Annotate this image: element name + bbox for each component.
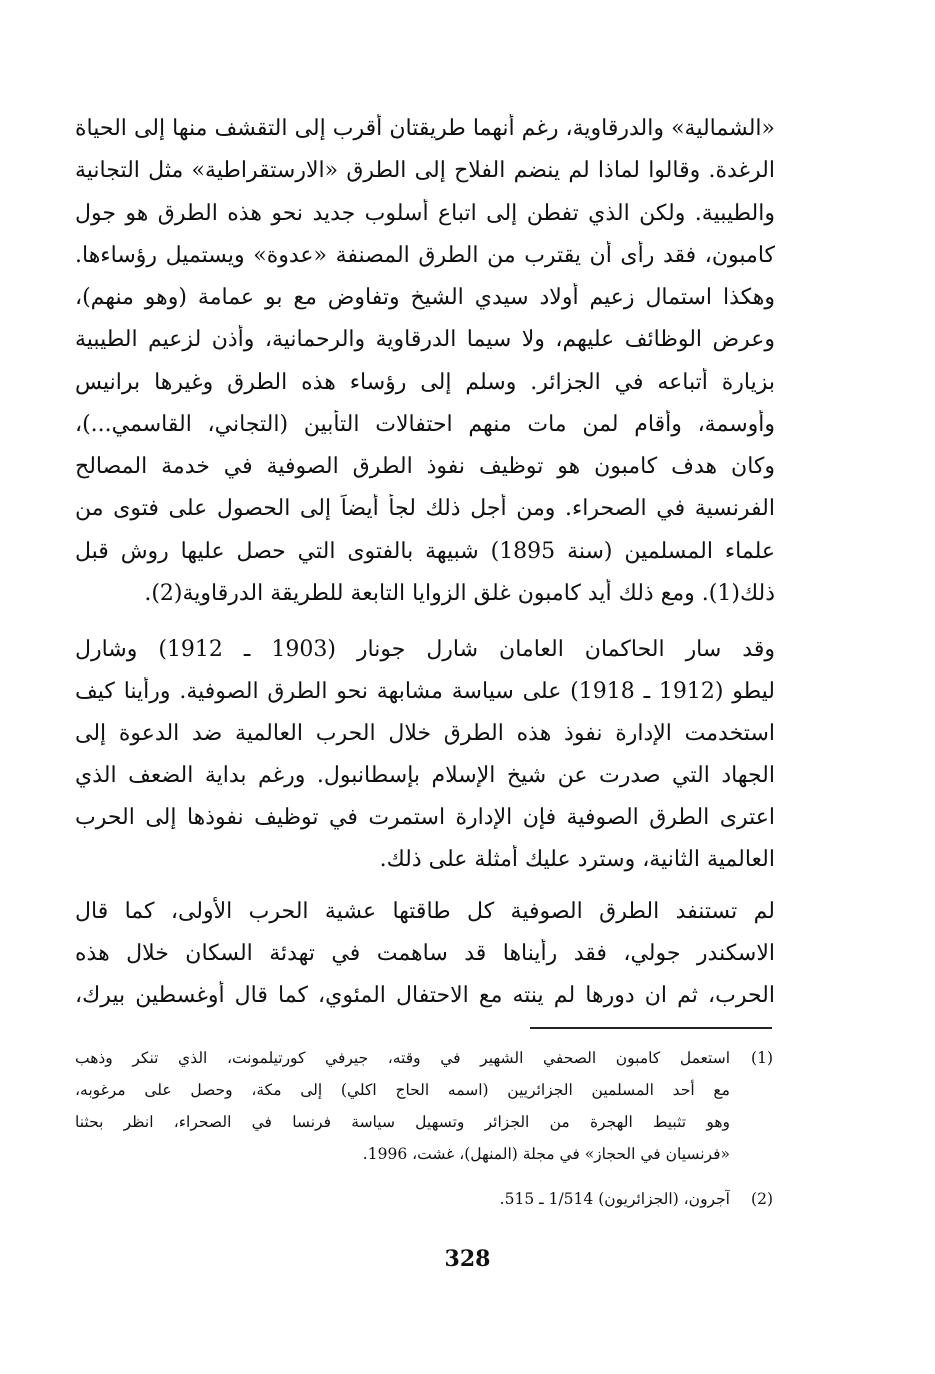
footnote-line: مع أحد المسلمين الجزائريين (اسمه الحاج اكلي) إلى مكة، وحصل على مرغوبه، [75, 1081, 730, 1099]
page-number: 328 [444, 1246, 491, 1272]
body-line: كامبون، فقد رأى أن يقترب من الطرق المصنفة «عدوة» ويستميل رؤساءها. [75, 243, 775, 268]
body-line: اعترى الطرق الصوفية فإن الإدارة استمرت في توظيف نفوذها إلى الحرب [75, 805, 775, 830]
body-line: وهكذا استمال زعيم أولاد سيدي الشيخ وتفاوض مع بو عمامة (وهو منهم)، [75, 285, 775, 310]
body-line: «الشمالية» والدرقاوية، رغم أنهما طريقتان أقرب إلى التقشف منها إلى الحياة [75, 116, 775, 141]
body-line: وعرض الوظائف عليهم، ولا سيما الدرقاوية والرحمانية، وأذن لزعيم الطيبية [75, 327, 775, 352]
footnote-line: وهو تثبيط الهجرة من الجزائر وتسهيل سياسة فرنسا في الصحراء، انظر بحثنا [75, 1113, 730, 1131]
body-line: الفرنسية في الصحراء. ومن أجل ذلك لجأ أيضاً إلى الحصول على فتوى من [75, 496, 775, 521]
footnote-separator [530, 1027, 772, 1029]
footnote-line: آجرون، (الجزائريون) 1/514 ـ 515. [499, 1190, 730, 1208]
body-line: الحرب، ثم ان دورها لم ينته مع الاحتفال المئوي، كما قال أوغسطين بيرك، [75, 983, 775, 1008]
body-line: وكان هدف كامبون هو توظيف نفوذ الطرق الصوفية في خدمة المصالح [75, 454, 775, 479]
footnote-number: (1) [751, 1049, 773, 1067]
body-line: الجهاد التي صدرت عن شيخ الإسلام بإسطانبول. ورغم بداية الضعف الذي [75, 763, 775, 788]
body-line: والطيبية. ولكن الذي تفطن إلى اتباع أسلوب جديد نحو هذه الطرق هو جول [75, 201, 775, 226]
footnote-number: (2) [751, 1190, 773, 1208]
body-line: وقد سار الحاكمان العامان شارل جونار (1903 ـ 1912) وشارل [75, 637, 775, 662]
body-line: الرغدة. وقالوا لماذا لم ينضم الفلاح إلى الطرق «الارستقراطية» مثل التجانية [75, 158, 775, 183]
body-line: الاسكندر جولي، فقد رأيناها قد ساهمت في تهدئة السكان خلال هذه [75, 941, 775, 966]
body-line: ذلك(1). ومع ذلك أيد كامبون غلق الزوايا التابعة للطريقة الدرقاوية(2). [144, 581, 775, 606]
body-line: بزيارة أتباعه في الجزائر. وسلم إلى رؤساء هذه الطرق وغيرها برانيس [75, 370, 775, 395]
footnote-line: استعمل كامبون الصحفي الشهير في وقته، جيرفي كورتيلمونت، الذي تنكر وذهب [75, 1049, 730, 1067]
body-line: لم تستنفد الطرق الصوفية كل طاقتها عشية الحرب الأولى، كما قال [75, 899, 775, 924]
body-line: استخدمت الإدارة نفوذ هذه الطرق خلال الحرب العالمية ضد الدعوة إلى [75, 721, 775, 746]
body-line: وأوسمة، وأقام لمن مات منهم احتفالات التأبين (التجاني، القاسمي...)، [75, 412, 775, 437]
body-line: علماء المسلمين (سنة 1895) شبيهة بالفتوى التي حصل عليها روش قبل [75, 539, 775, 564]
footnote-line: «فرنسيان في الحجاز» في مجلة (المنهل)، غشت، 1996. [362, 1145, 730, 1163]
body-line: ليطو (1912 ـ 1918) على سياسة مشابهة نحو الطرق الصوفية. ورأينا كيف [75, 679, 775, 704]
body-line: العالمية الثانية، وسترد عليك أمثلة على ذلك. [379, 847, 775, 872]
